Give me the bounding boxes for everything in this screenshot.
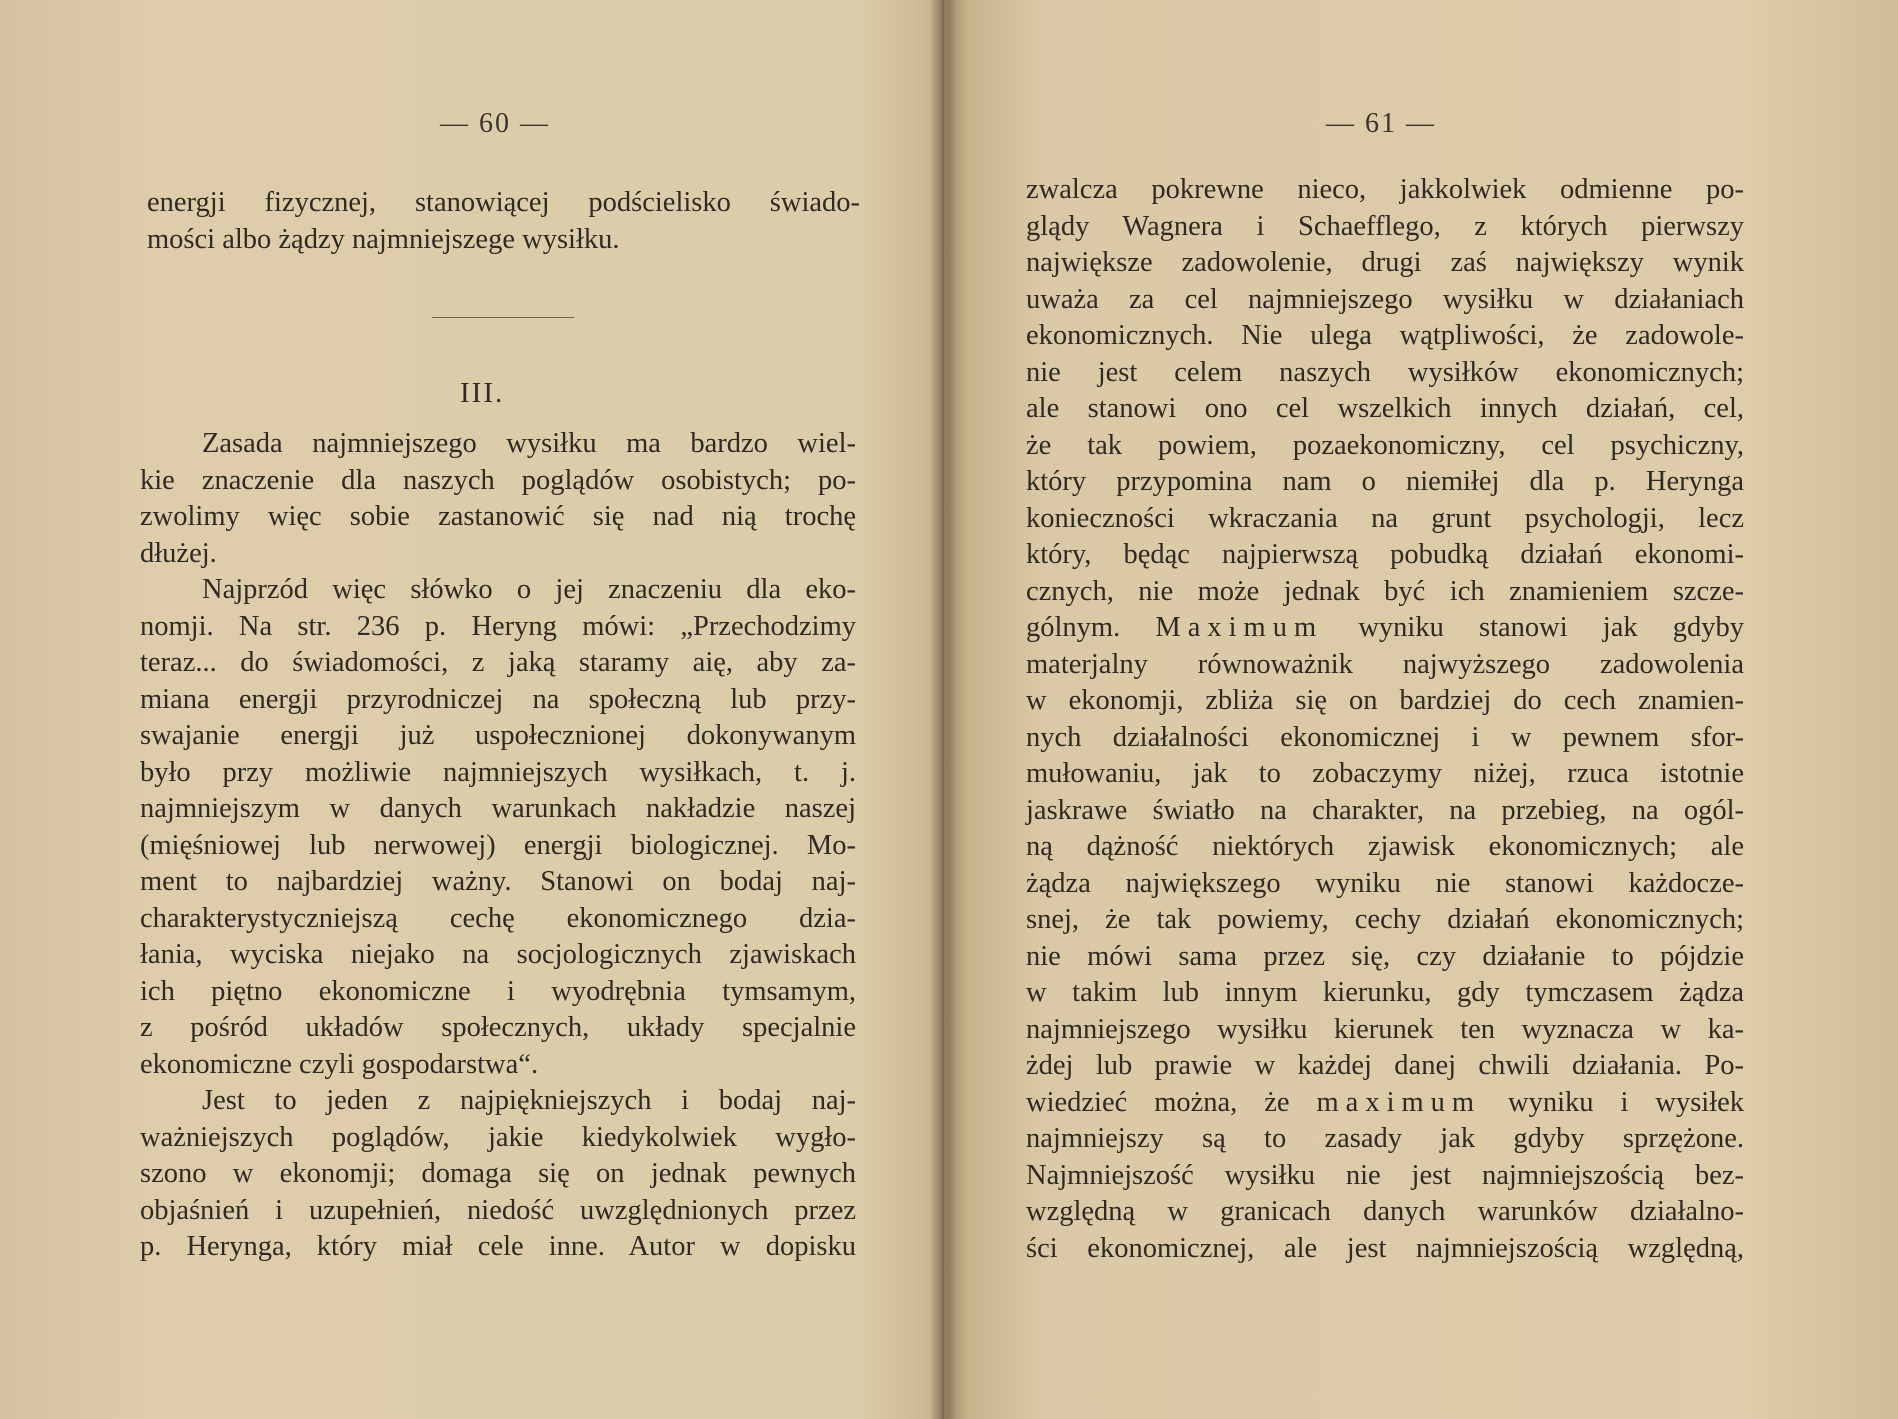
left-page-main-text <box>140 426 856 1266</box>
text-line: konieczności wkraczania na grunt psychologji, lecz <box>1026 502 1744 534</box>
text-line: zwalcza pokrewne nieco, jakkolwiek odmienne po- <box>1026 174 1744 205</box>
text-line: mułowaniu, jak to zobaczymy niżej, rzuca istotnie <box>1026 758 1744 789</box>
right-page <box>950 0 1898 1419</box>
text-line-mixed <box>1026 610 1744 647</box>
text-line: nych działalności ekonomicznej i w pewnem sfor- <box>1026 721 1744 753</box>
page-number-left: — 60 — <box>440 108 550 139</box>
text-line: teraz... do świadomości, z jaką staramy aię, aby za- <box>140 647 856 678</box>
text-line: p. Herynga, który miał cele inne. Autor w dopisku <box>140 1231 856 1262</box>
text-line: ich piętno ekonomiczne i wyodrębnia tymsamym, <box>140 975 856 1007</box>
text-line: żdej lub prawie w każdej danej chwili działania. Po- <box>1026 1050 1744 1081</box>
text-line: ekonomicznych. Nie ulega wątpliwości, że zadowole- <box>1026 320 1744 351</box>
text-line: kie znaczenie dla naszych poglądów osobistych; po- <box>140 464 856 496</box>
text-line: cznych, nie może jednak być ich znamieniem szcze- <box>1026 575 1744 607</box>
text-segment: gólnym. <box>1026 612 1121 643</box>
text-line: mości albo żądzy najmniejszege wysiłku. <box>147 223 620 255</box>
text-segment: wyniku i wysiłek <box>1508 1086 1745 1118</box>
text-line: snej, że tak powiemy, cechy działań ekonomicznych; <box>1026 904 1744 935</box>
text-line: nomji. Na str. 236 p. Heryng mówi: „Przechodzimy <box>140 610 856 642</box>
text-line: względną w granicach danych warunków działalno- <box>1026 1196 1744 1227</box>
text-line: glądy Wagnera i Schaefflego, z których pierwszy <box>1026 210 1744 242</box>
text-line: łania, wyciska niejako na socjologicznych zjawiskach <box>140 939 856 970</box>
text-line: który przypomina nam o niemiłej dla p. Herynga <box>1026 466 1744 497</box>
text-line: było przy możliwie najmniejszych wysiłkach, t. j. <box>140 756 856 788</box>
page-number-right: — 61 — <box>1326 108 1436 139</box>
text-segment: wiedzieć można, że <box>1026 1086 1290 1118</box>
text-line: Jest to jeden z najpiękniejszych i bodaj naj- <box>202 1085 856 1116</box>
text-line: Zasada najmniejszego wysiłku ma bardzo wiel- <box>202 428 856 459</box>
text-line: objaśnień i uzupełnień, niedość uwzględnionych przez <box>140 1194 856 1226</box>
text-line: najmniejszego wysiłku kierunek ten wyznacza w ka- <box>1026 1013 1744 1045</box>
text-line: ekonomiczne czyli gospodarstwa“. <box>140 1048 539 1080</box>
text-line: szono w ekonomji; domaga się on jednak pewnych <box>140 1158 856 1189</box>
text-line-mixed <box>1026 1085 1744 1122</box>
text-line: żądza największego wyniku nie stanowi każdocze- <box>1026 867 1744 899</box>
text-line: dłużej. <box>140 537 217 569</box>
section-heading: III. <box>460 377 505 409</box>
text-line: swajanie energji już uspołecznionej dokonywanym <box>140 720 856 751</box>
left-page-top-paragraph <box>147 185 860 258</box>
text-line: materjalny równoważnik najwyższego zadowolenia <box>1026 648 1744 680</box>
text-line: z pośród układów społecznych, układy specjalnie <box>140 1012 856 1043</box>
text-line: nie mówi sama przez się, czy działanie to pójdzie <box>1026 940 1744 972</box>
text-line: który, będąc najpierwszą pobudką działań ekonomi- <box>1026 539 1744 570</box>
left-page <box>0 0 940 1419</box>
text-line: Najprzód więc słówko o jej znaczeniu dla eko- <box>202 574 856 605</box>
text-line: największe zadowolenie, drugi zaś największy wynik <box>1026 247 1744 278</box>
text-line: ści ekonomicznej, ale jest najmniejszością względną, <box>1026 1232 1744 1264</box>
text-line: ną dążność niektórych zjawisk ekonomicznych; ale <box>1026 831 1744 862</box>
text-line: najmniejszym w danych warunkach nakładzie naszej <box>140 793 856 824</box>
text-line: (mięśniowej lub nerwowej) energji biologicznej. Mo- <box>140 829 856 861</box>
text-line: nie jest celem naszych wysiłków ekonomicznych; <box>1026 356 1744 388</box>
right-page-main-text <box>1026 172 1744 1267</box>
text-line: uważa za cel najmniejszego wysiłku w działaniach <box>1026 283 1744 315</box>
text-line: energji fizycznej, stanowiącej podścielisko świado- <box>147 187 860 218</box>
text-line: jaskrawe światło na charakter, na przebieg, na ogól- <box>1026 794 1744 826</box>
text-line: charakterystyczniejszą cechę ekonomicznego dzia- <box>140 902 856 934</box>
text-line: że tak powiem, pozaekonomiczny, cel psychiczny, <box>1026 429 1744 461</box>
spaced-emphasis: Maximum <box>1155 612 1324 643</box>
text-line: w ekonomji, zbliża się on bardziej do cech znamien- <box>1026 685 1744 716</box>
text-line: ważniejszych poglądów, jakie kiedykolwiek wygło- <box>140 1121 856 1153</box>
text-line: w takim lub innym kierunku, gdy tymczasem żądza <box>1026 977 1744 1008</box>
text-line: zwolimy więc sobie zastanowić się nad nią trochę <box>140 501 856 532</box>
spaced-emphasis: maximum <box>1316 1086 1482 1118</box>
section-divider <box>432 317 574 318</box>
text-line: najmniejszy są to zasady jak gdyby sprzężone. <box>1026 1123 1744 1154</box>
text-line: Najmniejszość wysiłku nie jest najmniejszością bez- <box>1026 1159 1744 1191</box>
text-segment: wyniku stanowi jak gdyby <box>1358 612 1745 643</box>
text-line: miana energji przyrodniczej na społeczną lub przy- <box>140 683 856 715</box>
text-line: ale stanowi ono cel wszelkich innych działań, cel, <box>1026 393 1744 424</box>
text-line: ment to najbardziej ważny. Stanowi on bodaj naj- <box>140 866 856 897</box>
